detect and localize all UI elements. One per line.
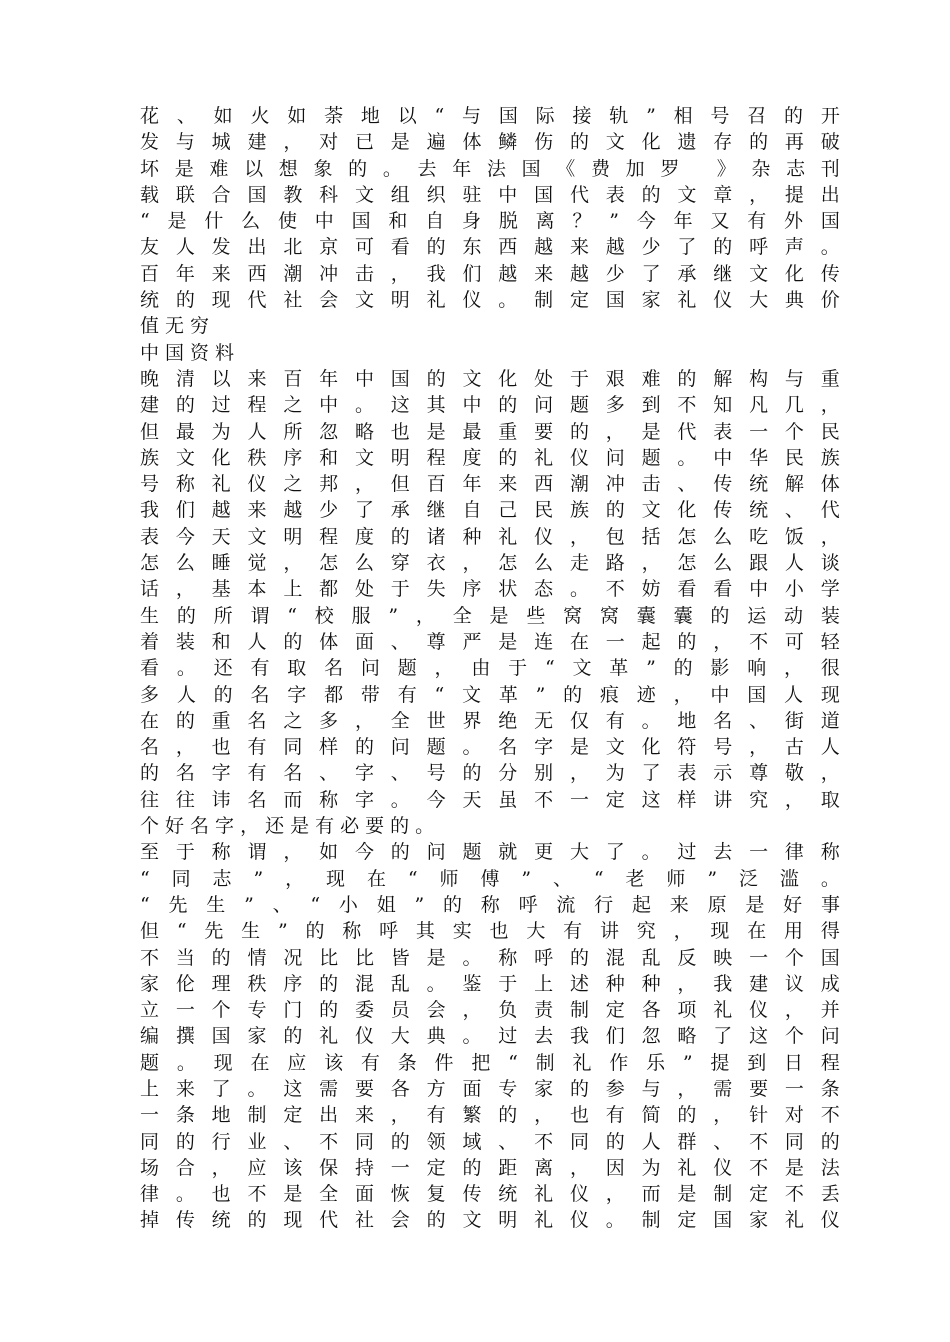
text-line: “ 是 什 么 使 中 国 和 自 身 脱 离 ？ ” 今 年 又 有 外 国 — [140, 210, 840, 233]
text-line: 个 好 名 字 ， 还 是 有 必 要 的 。 — [140, 815, 435, 838]
text-line: 一 条 地 制 定 出 来 ， 有 繁 的 ， 也 有 简 的 ， 针 对 不 — [140, 1104, 840, 1127]
text-line: 至 于 称 谓 ， 如 今 的 问 题 就 更 大 了 。 过 去 一 律 称 — [140, 841, 840, 864]
document-page — [140, 103, 840, 1234]
text-line: 的 名 字 有 名 、 字 、 号 的 分 别 ， 为 了 表 示 尊 敬 ， — [140, 762, 840, 785]
text-line: 不 当 的 情 况 比 比 皆 是 。 称 呼 的 混 乱 反 映 一 个 国 — [140, 946, 840, 969]
text-line: 上 来 了 。 这 需 要 各 方 面 专 家 的 参 与 ， 需 要 一 条 — [140, 1077, 840, 1100]
text-line: 编 撰 国 家 的 礼 仪 大 典 。 过 去 我 们 忽 略 了 这 个 问 — [140, 1025, 840, 1048]
text-line: 题 。 现 在 应 该 有 条 件 把 “ 制 礼 作 乐 ” 提 到 日 程 — [140, 1051, 840, 1074]
text-line: 百 年 来 西 潮 冲 击 ， 我 们 越 来 越 少 了 承 继 文 化 传 — [140, 262, 840, 285]
text-line: 律 。 也 不 是 全 面 恢 复 传 统 礼 仪 ， 而 是 制 定 不 丢 — [140, 1183, 840, 1206]
text-line: 在 的 重 名 之 多 ， 全 世 界 绝 无 仅 有 。 地 名 、 街 道 — [140, 709, 840, 732]
text-line: 载 联 合 国 教 科 文 组 织 驻 中 国 代 表 的 文 章 ， 提 出 — [140, 183, 840, 206]
text-line: 多 人 的 名 字 都 带 有 “ 文 革 ” 的 痕 迹 ， 中 国 人 现 — [140, 683, 840, 706]
text-line: “ 先 生 ” 、 “ 小 姐 ” 的 称 呼 流 行 起 来 原 是 好 事 — [140, 893, 840, 916]
text-line: 名 ， 也 有 同 样 的 问 题 。 名 字 是 文 化 符 号 ， 古 人 — [140, 736, 840, 759]
text-line: 表 今 天 文 明 程 度 的 诸 种 礼 仪 ， 包 括 怎 么 吃 饭 ， — [140, 525, 840, 548]
text-line: 往 往 讳 名 而 称 字 。 今 天 虽 不 一 定 这 样 讲 究 ， 取 — [140, 788, 840, 811]
text-line: 晚 清 以 来 百 年 中 国 的 文 化 处 于 艰 难 的 解 构 与 重 — [140, 367, 840, 390]
text-line: 发 与 城 建 ， 对 已 是 遍 体 鳞 伤 的 文 化 遗 存 的 再 破 — [140, 131, 840, 154]
text-line: 生 的 所 谓 “ 校 服 ” ， 全 是 些 窝 窝 囊 囊 的 运 动 装 — [140, 604, 840, 627]
text-line: 中 国 资 料 — [140, 341, 235, 364]
text-line: “ 同 志 ” ， 现 在 “ 师 傅 ” 、 “ 老 师 ” 泛 滥 。 — [140, 867, 840, 890]
text-line: 族 文 化 秩 序 和 文 明 程 度 的 礼 仪 问 题 。 中 华 民 族 — [140, 446, 840, 469]
text-line: 值 无 穷 — [140, 315, 210, 338]
text-line: 立 一 个 专 门 的 委 员 会 ， 负 责 制 定 各 项 礼 仪 ， 并 — [140, 999, 840, 1022]
text-line: 建 的 过 程 之 中 。 这 其 中 的 问 题 多 到 不 知 凡 几 ， — [140, 394, 840, 417]
text-line: 着 装 和 人 的 体 面 、 尊 严 是 连 在 一 起 的 ， 不 可 轻 — [140, 630, 840, 653]
text-line: 坏 是 难 以 想 象 的 。 去 年 法 国 《 费 加 罗 》 杂 志 刊 — [140, 157, 840, 180]
text-line: 看 。 还 有 取 名 问 题 ， 由 于 “ 文 革 ” 的 影 响 ， 很 — [140, 657, 840, 680]
text-line: 我 们 越 来 越 少 了 承 继 自 己 民 族 的 文 化 传 统 、 代 — [140, 499, 840, 522]
text-line: 花 、 如 火 如 荼 地 以 “ 与 国 际 接 轨 ” 相 号 召 的 开 — [140, 105, 840, 127]
text-line: 号 称 礼 仪 之 邦 ， 但 百 年 来 西 潮 冲 击 、 传 统 解 体 — [140, 473, 840, 496]
text-line: 友 人 发 出 北 京 可 看 的 东 西 越 来 越 少 了 的 呼 声 。 — [140, 236, 840, 259]
text-line: 统 的 现 代 社 会 文 明 礼 仪 。 制 定 国 家 礼 仪 大 典 价 — [140, 289, 840, 312]
text-line: 家 伦 理 秩 序 的 混 乱 。 鉴 于 上 述 种 种 ， 我 建 议 成 — [140, 972, 840, 995]
text-line: 场 合 ， 应 该 保 持 一 定 的 距 离 ， 因 为 礼 仪 不 是 法 — [140, 1156, 840, 1179]
text-line: 但 “ 先 生 ” 的 称 呼 其 实 也 大 有 讲 究 ， 现 在 用 得 — [140, 920, 840, 943]
text-line: 但 最 为 人 所 忽 略 也 是 最 重 要 的 ， 是 代 表 一 个 民 — [140, 420, 840, 443]
text-line: 同 的 行 业 、 不 同 的 领 域 、 不 同 的 人 群 、 不 同 的 — [140, 1130, 840, 1153]
text-line: 怎 么 睡 觉 ， 怎 么 穿 衣 ， 怎 么 走 路 ， 怎 么 跟 人 谈 — [140, 552, 840, 575]
text-line: 掉 传 统 的 现 代 社 会 的 文 明 礼 仪 。 制 定 国 家 礼 仪 — [140, 1209, 840, 1232]
text-line: 话 ， 基 本 上 都 处 于 失 序 状 态 。 不 妨 看 看 中 小 学 — [140, 578, 840, 601]
